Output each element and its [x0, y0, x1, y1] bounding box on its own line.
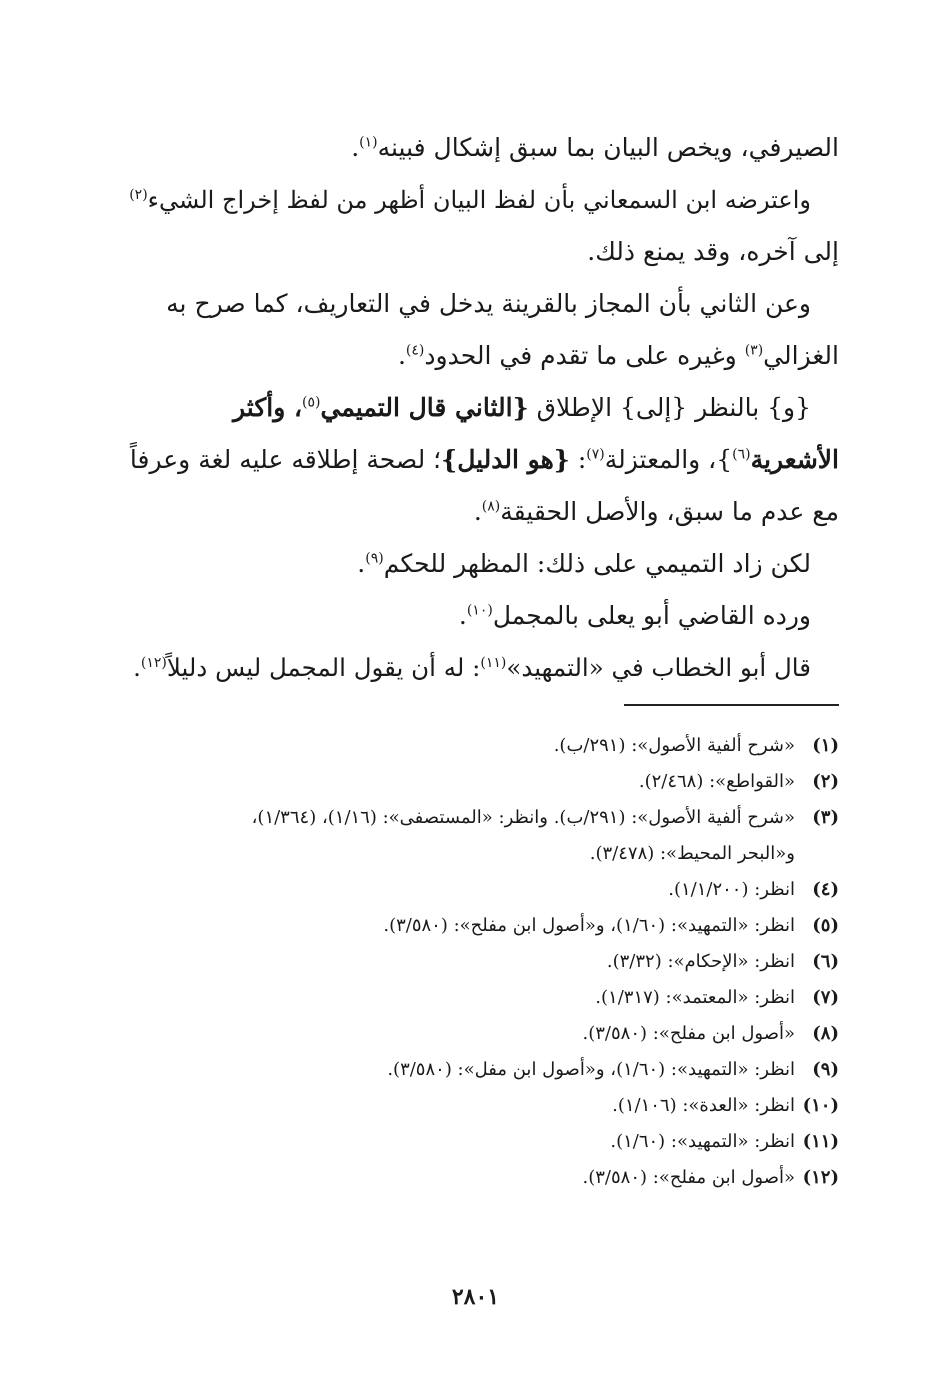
footnote-1: [127, 728, 839, 764]
text-span: .: [351, 133, 360, 162]
footnote-text: «شرح ألفية الأصول»: (٢٩١/ب).: [553, 735, 795, 756]
footnote-text: انظر: «التمهيد»: (١/٦٠)، و«أصول ابن مفل»: (٣/٥٨٠).: [387, 1059, 795, 1080]
footnote-number: (٤): [812, 879, 839, 900]
text-span: :: [569, 445, 587, 474]
footnote-number: (٥): [812, 915, 839, 936]
text-line-11: [127, 642, 839, 694]
footnote-5: [127, 908, 839, 944]
footnote-ref-10: (١٠): [466, 602, 493, 619]
footnote-text: انظر: «العدة»: (١/١٠٦).: [612, 1095, 795, 1116]
text-span: الغزالي: [763, 341, 839, 370]
footnote-3: [127, 800, 839, 836]
footnote-11: [127, 1124, 839, 1160]
text-line-3: [127, 226, 839, 278]
footnote-ref-9: (٩): [365, 550, 384, 567]
bold-text-span: {الثاني قال التميمي: [320, 393, 529, 422]
footnote-ref-3: (٣): [744, 342, 764, 359]
text-span: }، والمعتزلة: [604, 445, 733, 474]
text-line-4: [127, 278, 839, 330]
footnote-text: «أصول ابن مفلح»: (٣/٥٨٠).: [582, 1167, 795, 1188]
text-span: {و} بالنظر {إلى} الإطلاق: [528, 393, 811, 422]
footnote-number: (١٢): [802, 1167, 839, 1188]
text-span: .: [473, 497, 482, 526]
footnote-number: (٦): [812, 951, 839, 972]
footnote-text: انظر: «المعتمد»: (١/٣١٧).: [595, 987, 795, 1008]
footnote-text: «القواطع»: (٢/٤٦٨).: [638, 771, 795, 792]
text-line-6: [127, 382, 839, 434]
text-span: وعن الثاني بأن المجاز بالقرينة يدخل في التعاريف، كما صرح به: [166, 289, 811, 318]
text-line-9: [127, 538, 839, 590]
footnote-ref-12: (١٢): [140, 654, 167, 671]
text-span: الصيرفي، ويخص البيان بما سبق إشكال فبينه: [377, 133, 839, 162]
footnote-6: [127, 944, 839, 980]
footnote-4: [127, 872, 839, 908]
text-span: واعترضه ابن السمعاني بأن لفظ البيان أظهر من لفظ إخراج الشيء: [147, 186, 811, 214]
text-span: لكن زاد التميمي على ذلك: المظهر للحكم: [383, 549, 811, 578]
text-line-10: [127, 590, 839, 642]
footnote-text: و«البحر المحيط»: (٣/٤٧٨).: [589, 843, 795, 864]
footnote-text: انظر: «الإحكام»: (٣/٣٢).: [606, 951, 795, 972]
text-span: .: [357, 549, 366, 578]
text-line-8: [127, 486, 839, 538]
bold-text-span: الأشعرية: [750, 445, 839, 474]
footnote-number: (٨): [812, 1023, 839, 1044]
footnote-8: [127, 1016, 839, 1052]
text-span: .: [458, 601, 467, 630]
page-number: ٢٨٠١: [451, 1284, 500, 1310]
text-span: ورده القاضي أبو يعلى بالمجمل: [492, 601, 811, 630]
footnote-ref-1: (١): [359, 134, 378, 151]
footnote-text: انظر: «التمهيد»: (١/٦٠)، و«أصول ابن مفلح»: (٣/٥٨٠).: [383, 915, 795, 936]
footnote-text: «شرح ألفية الأصول»: (٢٩١/ب). وانظر: «المستصفى»: (١/١٦)، (١/٣٦٤)،: [251, 807, 795, 828]
footnote-ref-2: (٢): [129, 187, 148, 203]
footnote-ref-7: (٧): [586, 446, 605, 463]
footnote-ref-4: (٤): [405, 342, 425, 359]
footnote-7: [127, 980, 839, 1016]
footnote-number: (٧): [812, 987, 839, 1008]
text-line-2: [127, 174, 839, 226]
footnote-text: انظر: «التمهيد»: (١/٦٠).: [610, 1131, 795, 1152]
text-span: .: [397, 341, 406, 370]
footnote-number: (١٠): [802, 1095, 839, 1116]
footnote-2: [127, 764, 839, 800]
text-span: وغيره على ما تقدم في الحدود: [424, 341, 745, 370]
footnote-text: «أصول ابن مفلح»: (٣/٥٨٠).: [582, 1023, 795, 1044]
footnote-number: (٩): [812, 1059, 839, 1080]
text-line-5: [127, 330, 839, 382]
text-line-1: [127, 122, 839, 174]
bold-text-span: ، وأكثر: [233, 393, 303, 422]
bold-text-span: {هو الدليل}: [441, 445, 570, 474]
text-span: : له أن يقول المجمل ليس دليلاً: [166, 653, 481, 682]
text-line-7: [127, 434, 839, 486]
main-text: [127, 122, 839, 694]
footnote-ref-6: (٦): [732, 446, 751, 463]
text-span: إلى آخره، وقد يمنع ذلك.: [587, 237, 839, 266]
footnote-separator: [624, 704, 839, 706]
footnote-number: (٣): [812, 807, 839, 828]
footnote-10: [127, 1088, 839, 1124]
footnote-ref-8: (٨): [481, 498, 501, 515]
text-span: .: [133, 653, 141, 682]
footnote-text: انظر: (١/١/٢٠٠).: [668, 879, 795, 900]
footnote-ref-11: (١١): [480, 654, 507, 671]
footnote-number: (١١): [802, 1131, 839, 1152]
footnote-number: (١): [812, 735, 839, 756]
text-span: مع عدم ما سبق، والأصل الحقيقة: [500, 497, 839, 526]
footnotes: [127, 728, 839, 1196]
text-span: ؛ لصحة إطلاقه عليه لغة وعرفاً: [129, 445, 442, 474]
text-span: قال أبو الخطاب في «التمهيد»: [506, 653, 811, 682]
footnote-number: (٢): [812, 771, 839, 792]
footnote-3-continued: [127, 836, 839, 872]
footnote-12: [127, 1160, 839, 1196]
footnote-9: [127, 1052, 839, 1088]
footnote-ref-5: (٥): [302, 394, 321, 411]
